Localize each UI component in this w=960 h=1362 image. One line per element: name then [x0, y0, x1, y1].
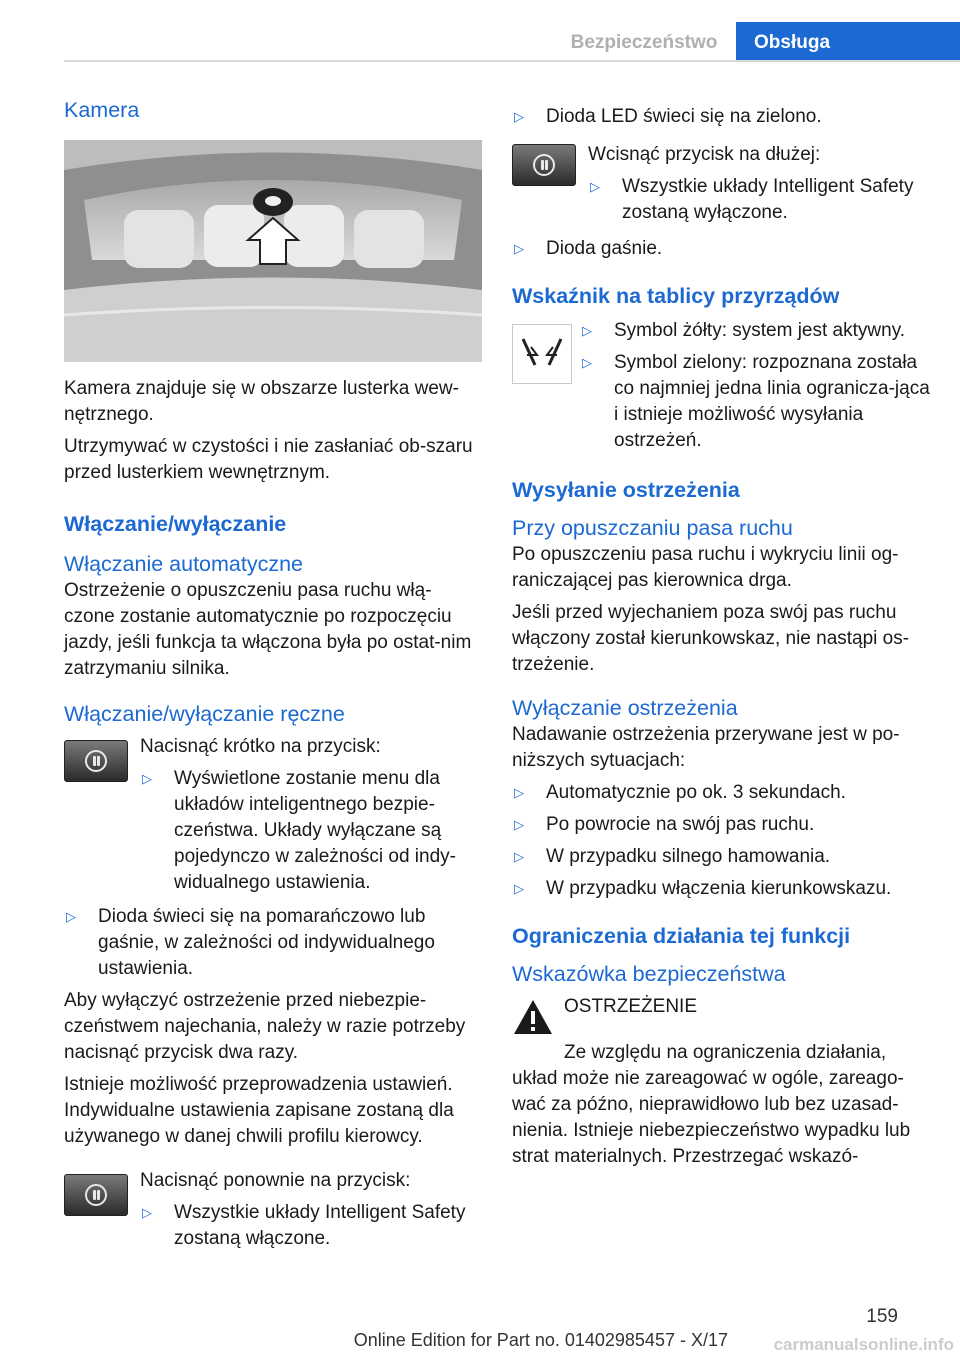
intelligent-safety-button-icon [64, 740, 128, 782]
press-long-text: Wcisnąć przycisk na dłużej: [588, 144, 821, 165]
camera-paragraph-1: Kamera znajduje się w obszarze lusterka wew‐nętrznego. [64, 378, 459, 425]
leaving-paragraph-1: Po opuszczeniu pasa ruchu i wykryciu linii og‐raniczającej pas kierownica drga. [512, 544, 899, 591]
list-item: ▷ Automatycznie po ok. 3 sekundach. [512, 780, 934, 806]
heading-sending: Wysyłanie ostrzeżenia [512, 478, 740, 502]
camera-photo [64, 140, 482, 362]
warning-triangle-icon [512, 998, 554, 1036]
intelligent-safety-button-icon [512, 144, 576, 186]
bullet-icon: ▷ [142, 1205, 152, 1220]
bullet-icon: ▷ [514, 849, 524, 864]
bullet-icon: ▷ [514, 881, 524, 896]
heading-indicator: Wskaźnik na tablicy przyrządów [512, 284, 840, 308]
header-divider [64, 60, 960, 62]
indicator-block [512, 318, 934, 460]
warning-title: OSTRZEŻENIE [564, 996, 698, 1017]
list-item: ▷ Dioda gaśnie. [512, 236, 934, 262]
list-item: ▷ Po powrocie na swój pas ruchu. [512, 812, 934, 838]
bullet-icon: ▷ [142, 771, 152, 786]
press-short-block [64, 734, 482, 902]
page-header [0, 0, 960, 64]
heading-manual: Włączanie/wyłączanie ręczne [64, 702, 345, 726]
press-twice-paragraph: Aby wyłączyć ostrzeżenie przed niebezpie‐czeństwem najechania, należy w razie potrzeby nacisnąć przycisk dwa razy. [64, 990, 466, 1063]
press-short-text: Nacisnąć krótko na przycisk: [140, 736, 381, 757]
bullet-icon: ▷ [514, 817, 524, 832]
list-item: ▷ Dioda świeci się na pomarańczowo lub gaśnie, w zależności od indywidualnego ustawienia. [66, 906, 435, 979]
press-again-block [64, 1168, 482, 1258]
camera-paragraph-2: Utrzymywać w czystości i nie zasłaniać ob‐szaru przed lusterkiem wewnętrznym. [64, 436, 473, 483]
tab-safety[interactable]: Bezpieczeństwo [570, 32, 718, 53]
leaving-paragraph-2: Jeśli przed wyjechaniem poza swój pas ruchu włączony został kierunkowskaz, nie nastąpi os‐trzeżenie. [512, 602, 910, 675]
list-item: ▷ W przypadku silnego hamowania. [512, 844, 934, 870]
press-again-text: Nacisnąć ponownie na przycisk: [140, 1170, 411, 1191]
heading-auto-on: Włączanie automatyczne [64, 552, 303, 576]
warning-block [512, 994, 934, 1044]
heading-on-off: Włączanie/wyłączanie [64, 512, 287, 536]
list-item: ▷ Wszystkie układy Intelligent Safety zostaną wyłączone. [590, 176, 914, 223]
right-column [512, 96, 934, 1176]
bullet-icon: ▷ [582, 355, 592, 370]
lane-departure-icon [512, 324, 572, 384]
list-item: ▷ Symbol zielony: rozpoznana została co najmniej jedna linia ogranicza‐jąca i istnieje możliwość wysyłania ostrzeżeń. [582, 352, 930, 451]
page-number: 159 [866, 1306, 898, 1327]
bullet-icon: ▷ [514, 241, 524, 256]
watermark: carmanualsonline.info [773, 1335, 954, 1354]
left-column [64, 96, 482, 1258]
list-item: ▷ Symbol żółty: system jest aktywny. [580, 318, 934, 344]
bullet-icon: ▷ [590, 179, 600, 194]
warning-text: Ze względu na ograniczenia działania, układ może nie zareagować w ogóle, zareago‐wać za późno, nieprawidłowo lub bez uzasad‐nienia. Istnieje niebezpieczeństwo wypadku lub strat materialnych. Przestrzegać wskazó‐ [512, 1042, 911, 1167]
bullet-icon: ▷ [66, 909, 76, 924]
heading-leaving-lane: Przy opuszczaniu pasa ruchu [512, 516, 793, 540]
list-item: ▷ Wyświetlone zostanie menu dla układów inteligentnego bezpie‐czeństwa. Układy wyłączane są pojedynczo w zależności od indy‐widualnego ustawienia. [142, 768, 456, 893]
heading-limits: Ograniczenia działania tej funkcji [512, 924, 851, 948]
tab-operation[interactable]: Obsługa [736, 22, 960, 62]
list-item: ▷ W przypadku włączenia kierunkowskazu. [512, 876, 934, 902]
disable-paragraph: Nadawanie ostrzeżenia przerywane jest w po‐niższych sytuacjach: [512, 724, 900, 771]
heading-camera: Kamera [64, 98, 140, 122]
heading-disable-warning: Wyłączanie ostrzeżenia [512, 696, 738, 720]
bullet-icon: ▷ [582, 323, 592, 338]
settings-paragraph: Istnieje możliwość przeprowadzenia ustawień. Indywidualne ustawienia zapisane zostaną dla używanego w danej chwili profilu kierowcy. [64, 1074, 454, 1147]
heading-safety-note: Wskazówka bezpieczeństwa [512, 962, 786, 986]
intelligent-safety-button-icon [64, 1174, 128, 1216]
bullet-icon: ▷ [514, 785, 524, 800]
list-item: ▷ Wszystkie układy Intelligent Safety zostaną włączone. [142, 1202, 466, 1249]
bullet-icon: ▷ [514, 109, 524, 124]
list-item: ▷ Dioda LED świeci się na zielono. [512, 104, 934, 130]
auto-paragraph: Ostrzeżenie o opuszczeniu pasa ruchu włą‐czone zostanie automatycznie po rozpoczęciu jazdy, jeśli funkcja ta włączona była po ostat‐nim zatrzymaniu silnika. [64, 580, 472, 679]
edition-footer: Online Edition for Part no. 01402985457 - X/17 [353, 1330, 728, 1350]
press-long-block [512, 142, 934, 232]
